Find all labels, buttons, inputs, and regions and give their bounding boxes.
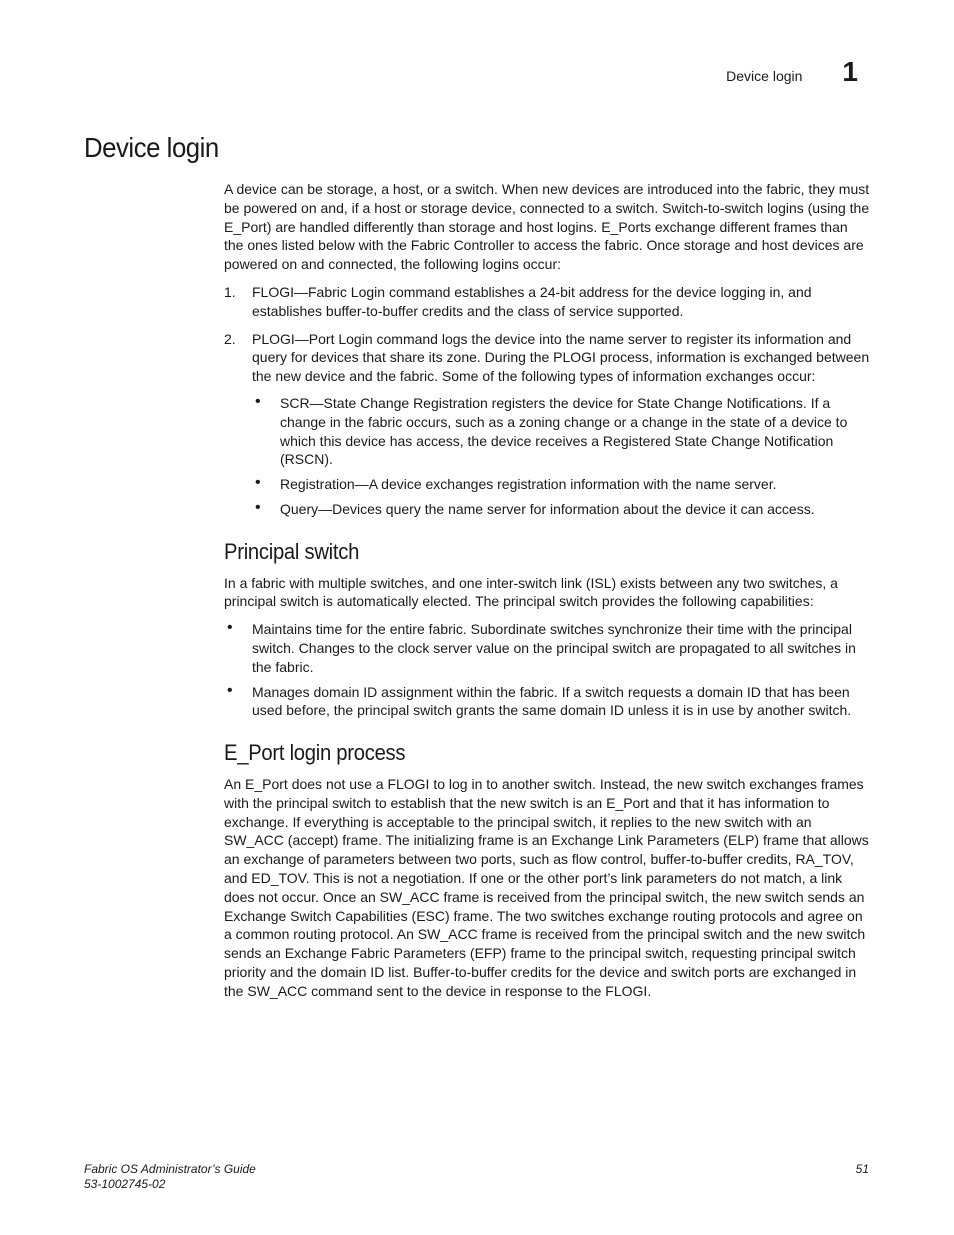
step-text: FLOGI—Fabric Login command establishes a 24-bit address for the device logging in, and establishes buffer-to-buffer credits and the class of service supported. xyxy=(252,283,812,319)
footer-doc-number: 53-1002745-02 xyxy=(84,1177,166,1191)
list-item: • SCR—State Change Registration registers the device for State Change Notifications. If a change in the fabric occurs, such as a zoning change or a change in the state of a device to which this device has access, the device receives a Registered State Change Notification (RSCN). xyxy=(252,394,870,469)
principal-switch-capabilities-list xyxy=(224,620,870,720)
section-heading-principal-switch: Principal switch xyxy=(224,538,360,564)
step-number: 1. xyxy=(224,283,236,300)
login-steps-list xyxy=(224,283,870,519)
list-item: • Maintains time for the entire fabric. Subordinate switches synchronize their time with the principal switch. Changes to the clock server value on the principal switch are propagated to all switches in the fabric. xyxy=(224,620,870,676)
header-section-title: Device login xyxy=(726,68,803,84)
list-item: • Query—Devices query the name server for information about the device it can access. xyxy=(252,500,870,519)
page-footer xyxy=(84,1162,869,1192)
list-item xyxy=(224,330,870,519)
plogi-exchange-list xyxy=(252,394,870,519)
step-number: 2. xyxy=(224,330,236,347)
section-heading-eport-login: E_Port login process xyxy=(224,740,406,766)
list-item xyxy=(224,283,870,321)
principal-switch-paragraph: In a fabric with multiple switches, and one inter-switch link (ISL) exists between any two switches, a principal switch is automatically elected. The principal switch provides the following capabilities: xyxy=(224,574,838,610)
list-item: • Registration—A device exchanges registration information with the name server. xyxy=(252,475,870,494)
footer-document-info xyxy=(84,1162,256,1192)
intro-paragraph: A device can be storage, a host, or a switch. When new devices are introduced into the fabric, they must be powered on and, if a host or storage device, connected to a switch. Switch-to-switch logins (using the E_Port) are handled differently than storage and host logins. E_Ports exchange different frames than the ones listed below with the Fabric Controller to access the fabric. Once storage and host devices are powered on and connected, the following logins occur: xyxy=(224,181,870,273)
main-content xyxy=(224,180,870,1009)
list-item: • Manages domain ID assignment within the fabric. If a switch requests a domain ID that has been used before, the principal switch grants the same domain ID unless it is in use by another switch. xyxy=(224,683,870,721)
step-text: PLOGI—Port Login command logs the device into the name server to register its information and query for devices that share its zone. During the PLOGI process, information is exchanged between the new device and the fabric. Some of the following types of information exchanges occur: xyxy=(252,330,870,385)
footer-doc-title: Fabric OS Administrator’s Guide xyxy=(84,1162,256,1176)
page-title: Device login xyxy=(84,132,219,163)
eport-login-paragraph: An E_Port does not use a FLOGI to log in to another switch. Instead, the new switch exchanges frames with the principal switch to establish that the new switch is an E_Port and that it has information to exchange. If everything is acceptable to the principal switch, it replies to the new switch with an SW_ACC (accept) frame. The initializing frame is an Exchange Link Parameters (ELP) frame that allows an exchange of parameters between two ports, such as flow control, buffer-to-buffer credits, RA_TOV, and ED_TOV. This is not a negotiation. If one or the other port’s link parameters do not match, a link does not occur. Once an SW_ACC frame is received from the principal switch, the new switch sends an Exchange Switch Capabilities (ESC) frame. The two switches exchange routing protocols and agree on a common routing protocol. An SW_ACC frame is received from the principal switch and the new switch sends an Exchange Fabric Parameters (EFP) frame to the principal switch, requesting principal switch priority and the domain ID list. Buffer-to-buffer credits for the device and switch ports are exchanged in the SW_ACC command sent to the device in response to the FLOGI. xyxy=(224,775,869,999)
page-header xyxy=(726,58,858,86)
header-chapter-number: 1 xyxy=(842,56,858,87)
footer-page-number: 51 xyxy=(855,1162,869,1176)
